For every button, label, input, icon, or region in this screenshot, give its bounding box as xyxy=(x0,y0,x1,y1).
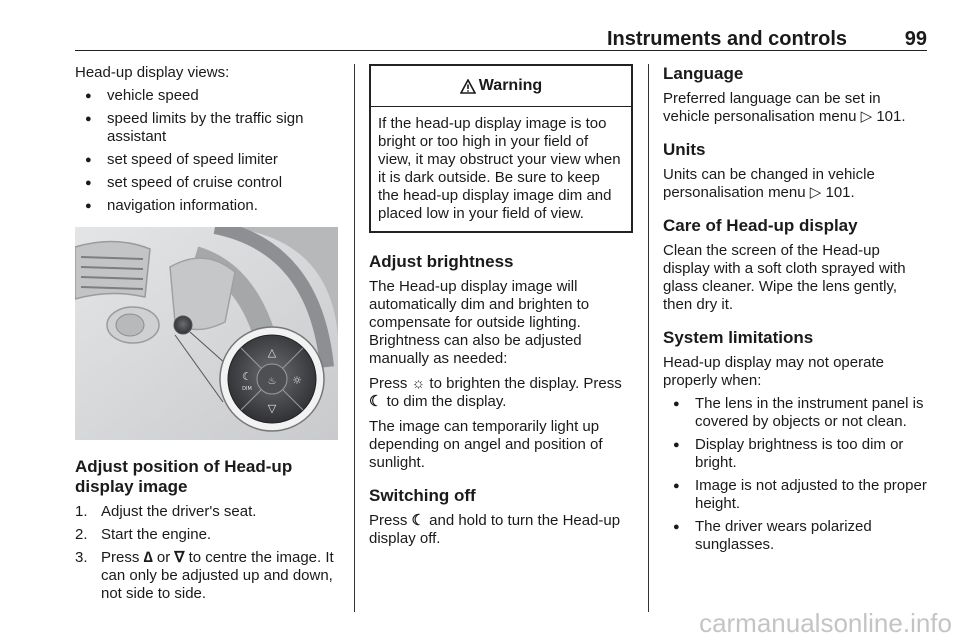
list-item: ● Display brightness is too dim or bright. xyxy=(663,436,928,472)
switching-off-heading: Switching off xyxy=(369,486,476,505)
brightness-text: The Head-up display image will automatically dim and brighten to compensate for outside lighting. Brightness can also be adjusted manually as needed: xyxy=(369,278,590,367)
units-text: Units can be changed in vehicle personalisation menu ▷ 101. xyxy=(663,166,875,201)
column-divider-1 xyxy=(354,64,355,612)
svg-text:△: △ xyxy=(267,346,277,359)
brightness-instruction: Press ☼ to brighten the display. Press ☾ to dim the display. xyxy=(369,375,622,410)
list-item: ● The lens in the instrument panel is covered by objects or not clean. xyxy=(663,395,928,431)
watermark: carmanualsonline.info xyxy=(699,608,952,638)
warning-triangle-icon xyxy=(460,79,476,94)
adjust-position-section xyxy=(75,457,343,603)
column-3 xyxy=(663,64,928,554)
language-text: Preferred language can be set in vehicle personalisation menu ▷ 101. xyxy=(663,90,906,125)
down-arrow-icon: ∇ xyxy=(174,549,185,566)
list-item: ● speed limits by the traffic sign assistant xyxy=(75,110,343,146)
list-item: ● The driver wears polarized sunglasses. xyxy=(663,518,928,554)
warning-box xyxy=(369,64,633,233)
care-text: Clean the screen of the Head-up display with a soft cloth sprayed with glass cleaner. Wipe the lens gently, then dry it. xyxy=(663,242,906,313)
list-item: ● set speed of cruise control xyxy=(75,174,343,192)
units-heading: Units xyxy=(663,140,706,159)
moon-icon: ☾ xyxy=(369,393,383,410)
list-item: ● Image is not adjusted to the proper height. xyxy=(663,477,928,513)
column-1 xyxy=(75,64,343,215)
moon-icon: ☾ xyxy=(411,512,425,529)
column-divider-2 xyxy=(648,64,649,612)
column-2 xyxy=(369,64,633,548)
list-item: ● vehicle speed xyxy=(75,87,343,105)
page-reference-icon: ▷ xyxy=(860,108,873,125)
temporary-light-text: The image can temporarily light up depending on angel and position of sunlight. xyxy=(369,418,603,471)
limitations-list xyxy=(663,395,928,554)
warning-header xyxy=(371,66,631,107)
svg-text:▽: ▽ xyxy=(267,402,277,415)
list-item: 3. Press ∆ or ∇ to centre the image. It can only be adjusted up and down, not side to side. xyxy=(75,549,334,602)
svg-text:☾: ☾ xyxy=(242,370,252,383)
steps-list xyxy=(75,503,343,603)
switching-off-text: Press ☾ and hold to turn the Head-up display off. xyxy=(369,512,621,547)
language-heading: Language xyxy=(663,64,744,83)
list-item: 1. Adjust the driver's seat. xyxy=(75,503,257,520)
section-title: Instruments and controls xyxy=(606,28,847,50)
hud-control-photo xyxy=(75,227,338,440)
page-reference-icon: ▷ xyxy=(809,184,822,201)
views-intro: Head-up display views: xyxy=(75,64,230,81)
limitations-intro: Head-up display may not operate properly when: xyxy=(663,354,884,389)
up-arrow-icon: ∆ xyxy=(143,549,153,566)
list-item: ● set speed of speed limiter xyxy=(75,151,343,169)
svg-text:☼: ☼ xyxy=(292,374,302,387)
page-number: 99 xyxy=(904,28,927,50)
svg-text:♨: ♨ xyxy=(267,376,277,387)
brightness-heading: Adjust brightness xyxy=(369,252,514,271)
list-item: 2. Start the engine. xyxy=(75,526,212,543)
dim-label: DIM xyxy=(242,386,252,392)
dashboard-illustration xyxy=(75,227,338,440)
list-item: ● navigation information. xyxy=(75,197,343,215)
adjust-position-heading: Adjust position of Head-up display image xyxy=(75,457,293,496)
warning-text: If the head-up display image is too bright or too high in your field of view, it may obstruct your view when it is dark outside. Be sure to keep the head-up display image dim and placed low in your field of view. xyxy=(378,115,621,222)
views-list xyxy=(75,87,343,215)
page-header xyxy=(75,28,927,52)
header-rule xyxy=(75,50,927,51)
sun-icon: ☼ xyxy=(411,375,426,392)
care-heading: Care of Head-up display xyxy=(663,216,858,235)
limitations-heading: System limitations xyxy=(663,328,814,347)
warning-title: Warning xyxy=(478,77,543,94)
